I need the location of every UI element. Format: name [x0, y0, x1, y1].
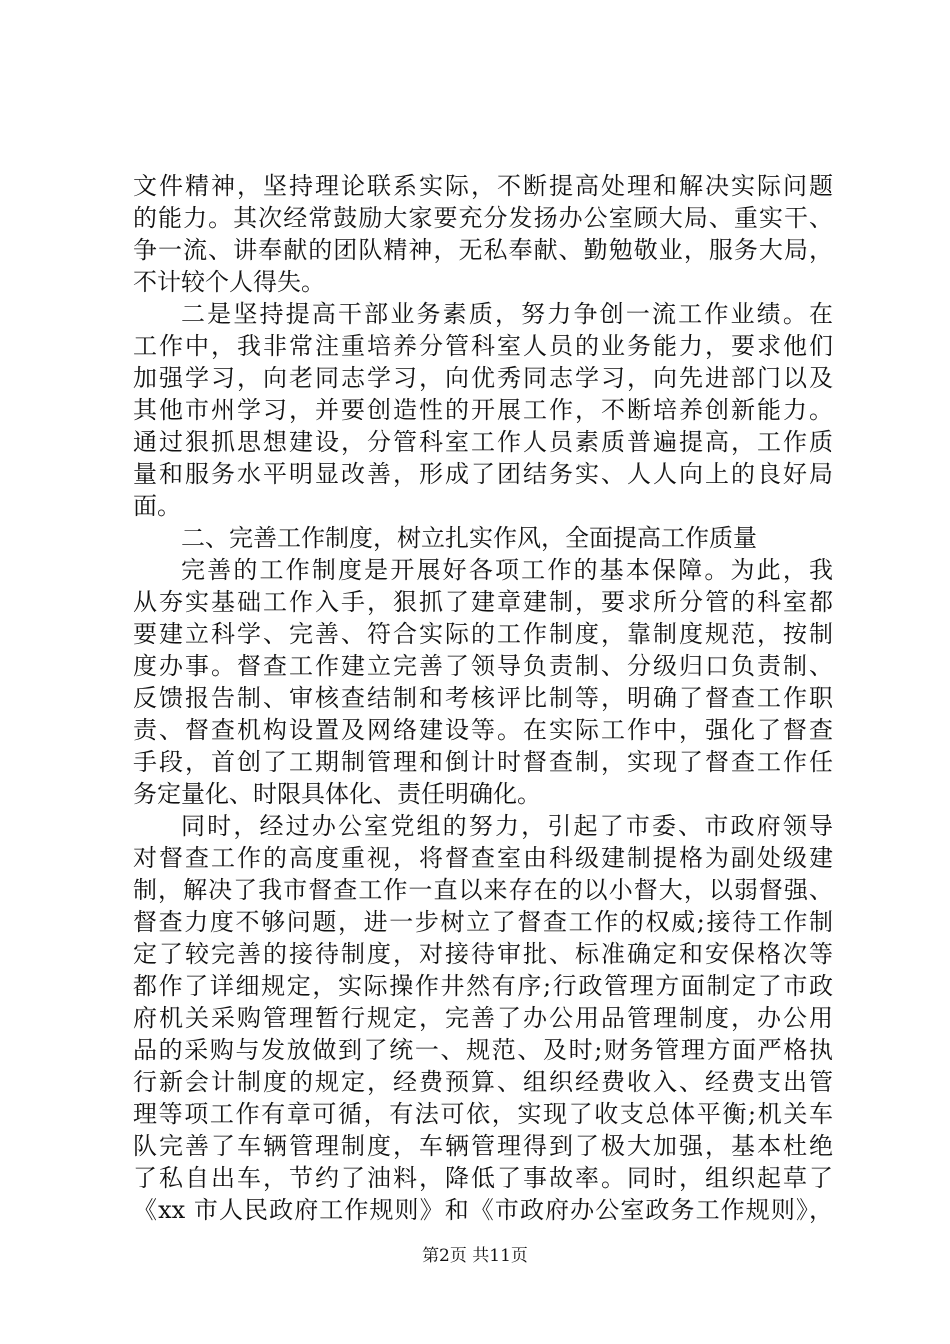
paragraph-line: 量和服务水平明显改善，形成了团结务实、人人向上的良好局 [133, 460, 833, 488]
paragraph-line: 了私自出车，节约了油料，降低了事故率。同时，组织起草了 [133, 1164, 833, 1192]
paragraph-line: 督查力度不够问题，进一步树立了督查工作的权威;接待工作制 [133, 908, 833, 936]
paragraph-line: 《xx 市人民政府工作规则》和《市政府办公室政务工作规则》， [133, 1196, 833, 1224]
paragraph-line: 二、完善工作制度，树立扎实作风，全面提高工作质量 [181, 524, 757, 552]
paragraph-line: 二是坚持提高干部业务素质，努力争创一流工作业绩。在 [181, 300, 833, 328]
paragraph-line: 完善的工作制度是开展好各项工作的基本保障。为此，我 [181, 556, 833, 584]
paragraph-line: 从夯实基础工作入手，狠抓了建章建制，要求所分管的科室都 [133, 588, 833, 616]
paragraph-line: 手段，首创了工期制管理和倒计时督查制，实现了督查工作任 [133, 748, 833, 776]
page-footer: 第2页 共11页 [422, 1246, 528, 1266]
paragraph-line: 度办事。督查工作建立完善了领导负责制、分级归口负责制、 [133, 652, 833, 680]
paragraph-line: 反馈报告制、审核查结制和考核评比制等，明确了督查工作职 [133, 684, 833, 712]
paragraph-line: 对督查工作的高度重视，将督查室由科级建制提格为副处级建 [133, 844, 833, 872]
paragraph-line: 面。 [133, 492, 181, 520]
paragraph-line: 其他市州学习，并要创造性的开展工作，不断培养创新能力。 [133, 396, 833, 424]
document-body [133, 170, 833, 1226]
paragraph-line: 要建立科学、完善、符合实际的工作制度，靠制度规范，按制 [133, 620, 833, 648]
paragraph-line: 不计较个人得失。 [133, 268, 325, 296]
paragraph-line: 务定量化、时限具体化、责任明确化。 [133, 780, 541, 808]
paragraph-line: 通过狠抓思想建设，分管科室工作人员素质普遍提高，工作质 [133, 428, 833, 456]
paragraph-line: 同时，经过办公室党组的努力，引起了市委、市政府领导 [181, 812, 833, 840]
paragraph-line: 争一流、讲奉献的团队精神，无私奉献、勤勉敬业，服务大局， [133, 236, 833, 264]
paragraph-line: 制，解决了我市督查工作一直以来存在的以小督大，以弱督强、 [133, 876, 833, 904]
paragraph-line: 加强学习，向老同志学习，向优秀同志学习，向先进部门以及 [133, 364, 833, 392]
paragraph-line: 工作中，我非常注重培养分管科室人员的业务能力，要求他们 [133, 332, 833, 360]
paragraph-line: 府机关采购管理暂行规定，完善了办公用品管理制度，办公用 [133, 1004, 833, 1032]
paragraph-line: 行新会计制度的规定，经费预算、组织经费收入、经费支出管 [133, 1068, 833, 1096]
paragraph-line: 定了较完善的接待制度，对接待审批、标准确定和安保格次等 [133, 940, 833, 968]
paragraph-line: 都作了详细规定，实际操作井然有序;行政管理方面制定了市政 [133, 972, 833, 1000]
paragraph-line: 的能力。其次经常鼓励大家要充分发扬办公室顾大局、重实干、 [133, 204, 833, 232]
paragraph-line: 文件精神，坚持理论联系实际，不断提高处理和解决实际问题 [133, 172, 833, 200]
paragraph-line: 责、督查机构设置及网络建设等。在实际工作中，强化了督查 [133, 716, 833, 744]
paragraph-line: 理等项工作有章可循，有法可依，实现了收支总体平衡;机关车 [133, 1100, 833, 1128]
paragraph-line: 品的采购与发放做到了统一、规范、及时;财务管理方面严格执 [133, 1036, 833, 1064]
paragraph-line: 队完善了车辆管理制度，车辆管理得到了极大加强，基本杜绝 [133, 1132, 833, 1160]
